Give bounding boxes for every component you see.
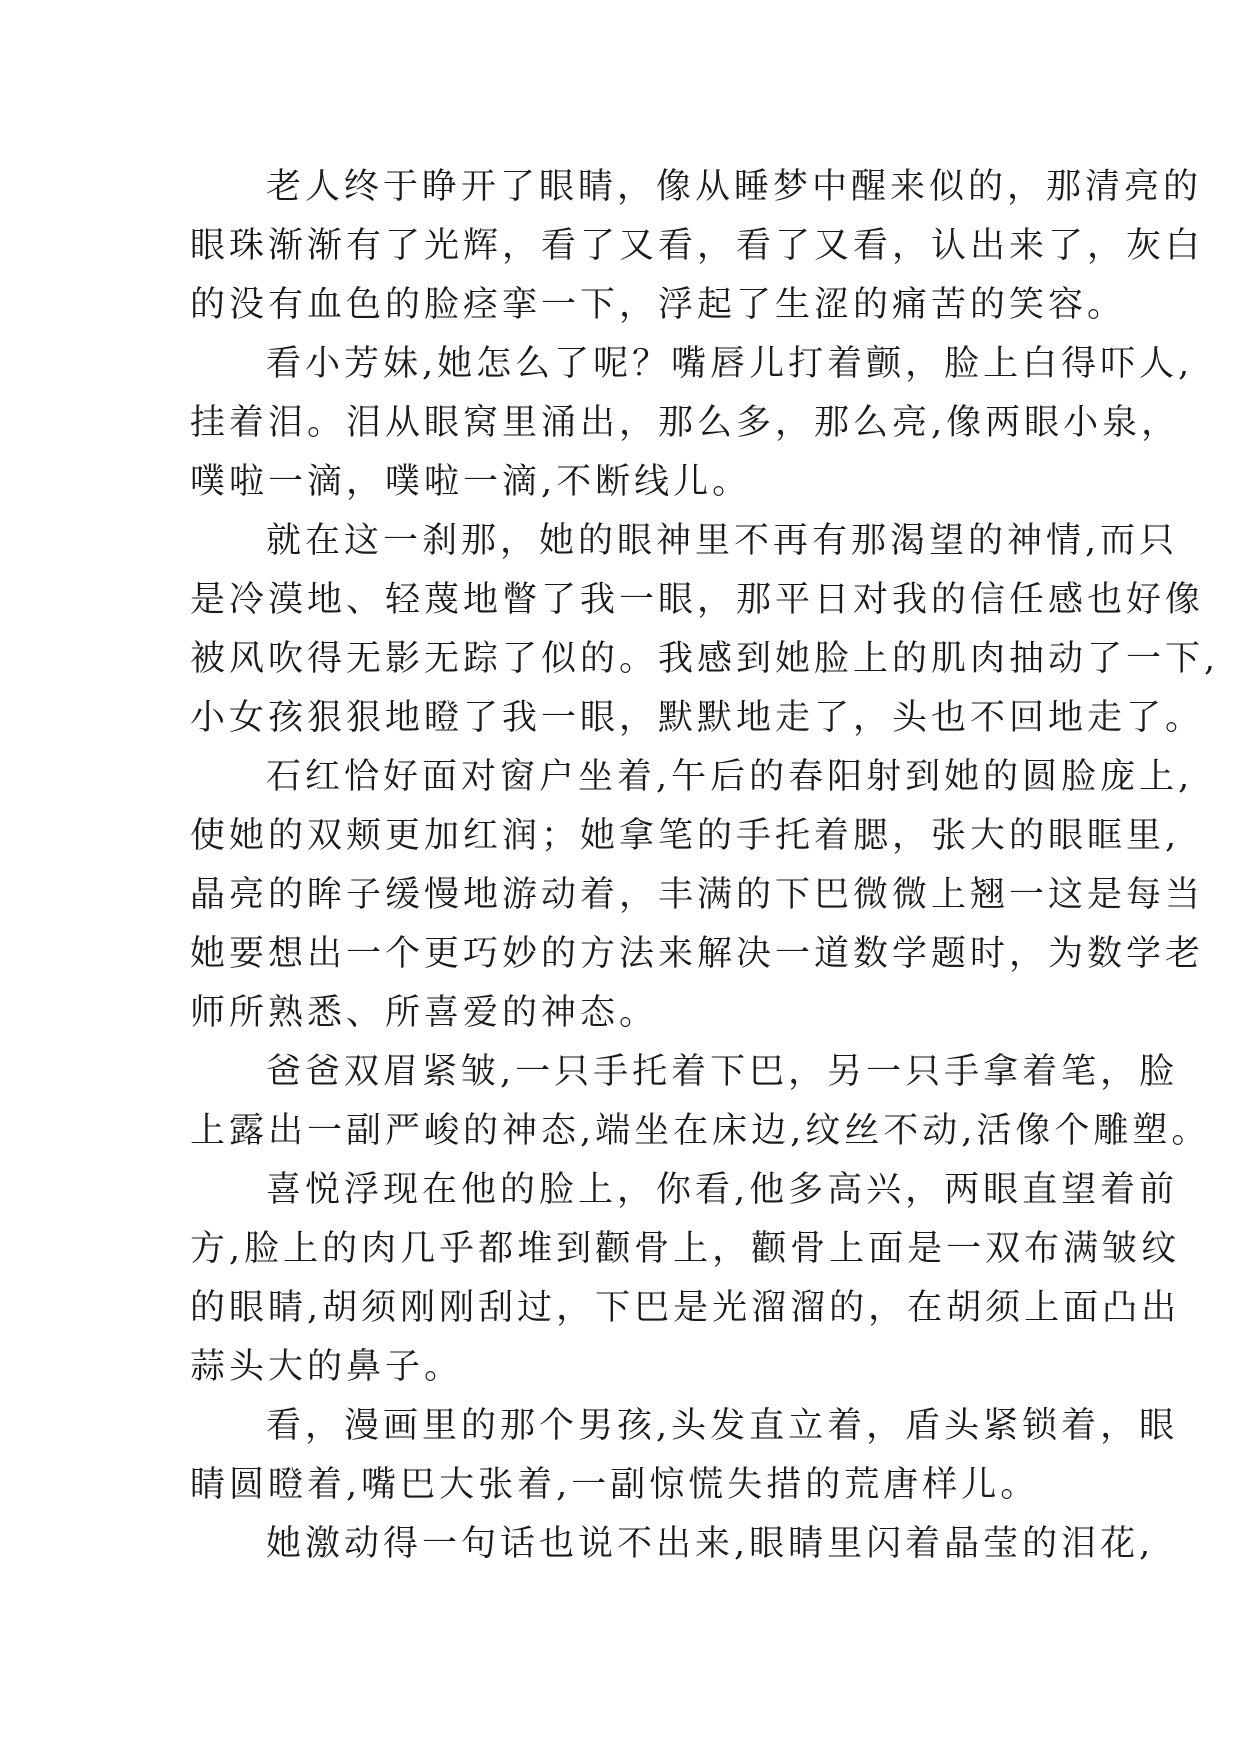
text-line: 使她的双颊更加红润；她拿笔的手托着腮，张大的眼眶里, [190, 816, 1181, 856]
text-line: 噗啦一滴，噗啦一滴,不断线儿。 [190, 462, 752, 502]
text-line: 她要想出一个更巧妙的方法来解决一道数学题时，为数学老 [190, 934, 1205, 974]
text-line: 方,脸上的肉几乎都堆到颧骨上，颧骨上面是一双布满皱纹 [190, 1229, 1181, 1269]
text-line: 被风吹得无影无踪了似的。我感到她脸上的肌肉抽动了一下, [190, 639, 1220, 679]
text-line: 的眼睛,胡须刚刚刮过，下巴是光溜溜的，在胡须上面凸出 [190, 1288, 1181, 1328]
text-line: 爸爸双眉紧皱,一只手托着下巴，另一只手拿着笔，脸 [266, 1052, 1179, 1092]
text-line: 眼珠渐渐有了光辉，看了又看，看了又看，认出来了，灰白 [190, 226, 1205, 266]
text-line: 老人终于睁开了眼睛，像从睡梦中醒来似的，那清亮的 [266, 167, 1203, 207]
text-line: 喜悦浮现在他的脸上，你看,他多高兴，两眼直望着前 [266, 1170, 1179, 1210]
text-line: 就在这一刹那，她的眼神里不再有那渴望的神情,而只 [266, 521, 1179, 561]
text-line: 小女孩狠狠地瞪了我一眼，默默地走了，头也不回地走了。 [190, 698, 1205, 738]
text-line: 挂着泪。泪从眼窝里涌出，那么多，那么亮,像两眼小泉， [190, 403, 1181, 443]
text-line: 的没有血色的脸痉挛一下，浮起了生涩的痛苦的笑容。 [190, 285, 1127, 325]
text-line: 蒜头大的鼻子。 [190, 1347, 464, 1387]
text-line: 师所熟悉、所喜爱的神态。 [190, 993, 659, 1033]
text-line: 看小芳妹,她怎么了呢？嘴唇儿打着颤，脸上白得吓人, [266, 344, 1194, 384]
text-line: 是冷漠地、轻蔑地瞥了我一眼，那平日对我的信任感也好像 [190, 580, 1205, 620]
text-line: 石红恰好面对窗户坐着,午后的春阳射到她的圆脸庞上, [266, 757, 1194, 797]
text-line: 她激动得一句话也说不出来,眼睛里闪着晶莹的泪花, [266, 1524, 1155, 1564]
text-line: 上露出一副严峻的神态,端坐在床边,纹丝不动,活像个雕塑。 [190, 1111, 1211, 1151]
text-line: 睛圆瞪着,嘴巴大张着,一副惊慌失措的荒唐样儿。 [190, 1465, 1040, 1505]
text-line: 看，漫画里的那个男孩,头发直立着，盾头紧锁着，眼 [266, 1406, 1179, 1446]
document-body [190, 158, 1220, 1574]
text-line: 晶亮的眸子缓慢地游动着，丰满的下巴微微上翘一这是每当 [190, 875, 1205, 915]
